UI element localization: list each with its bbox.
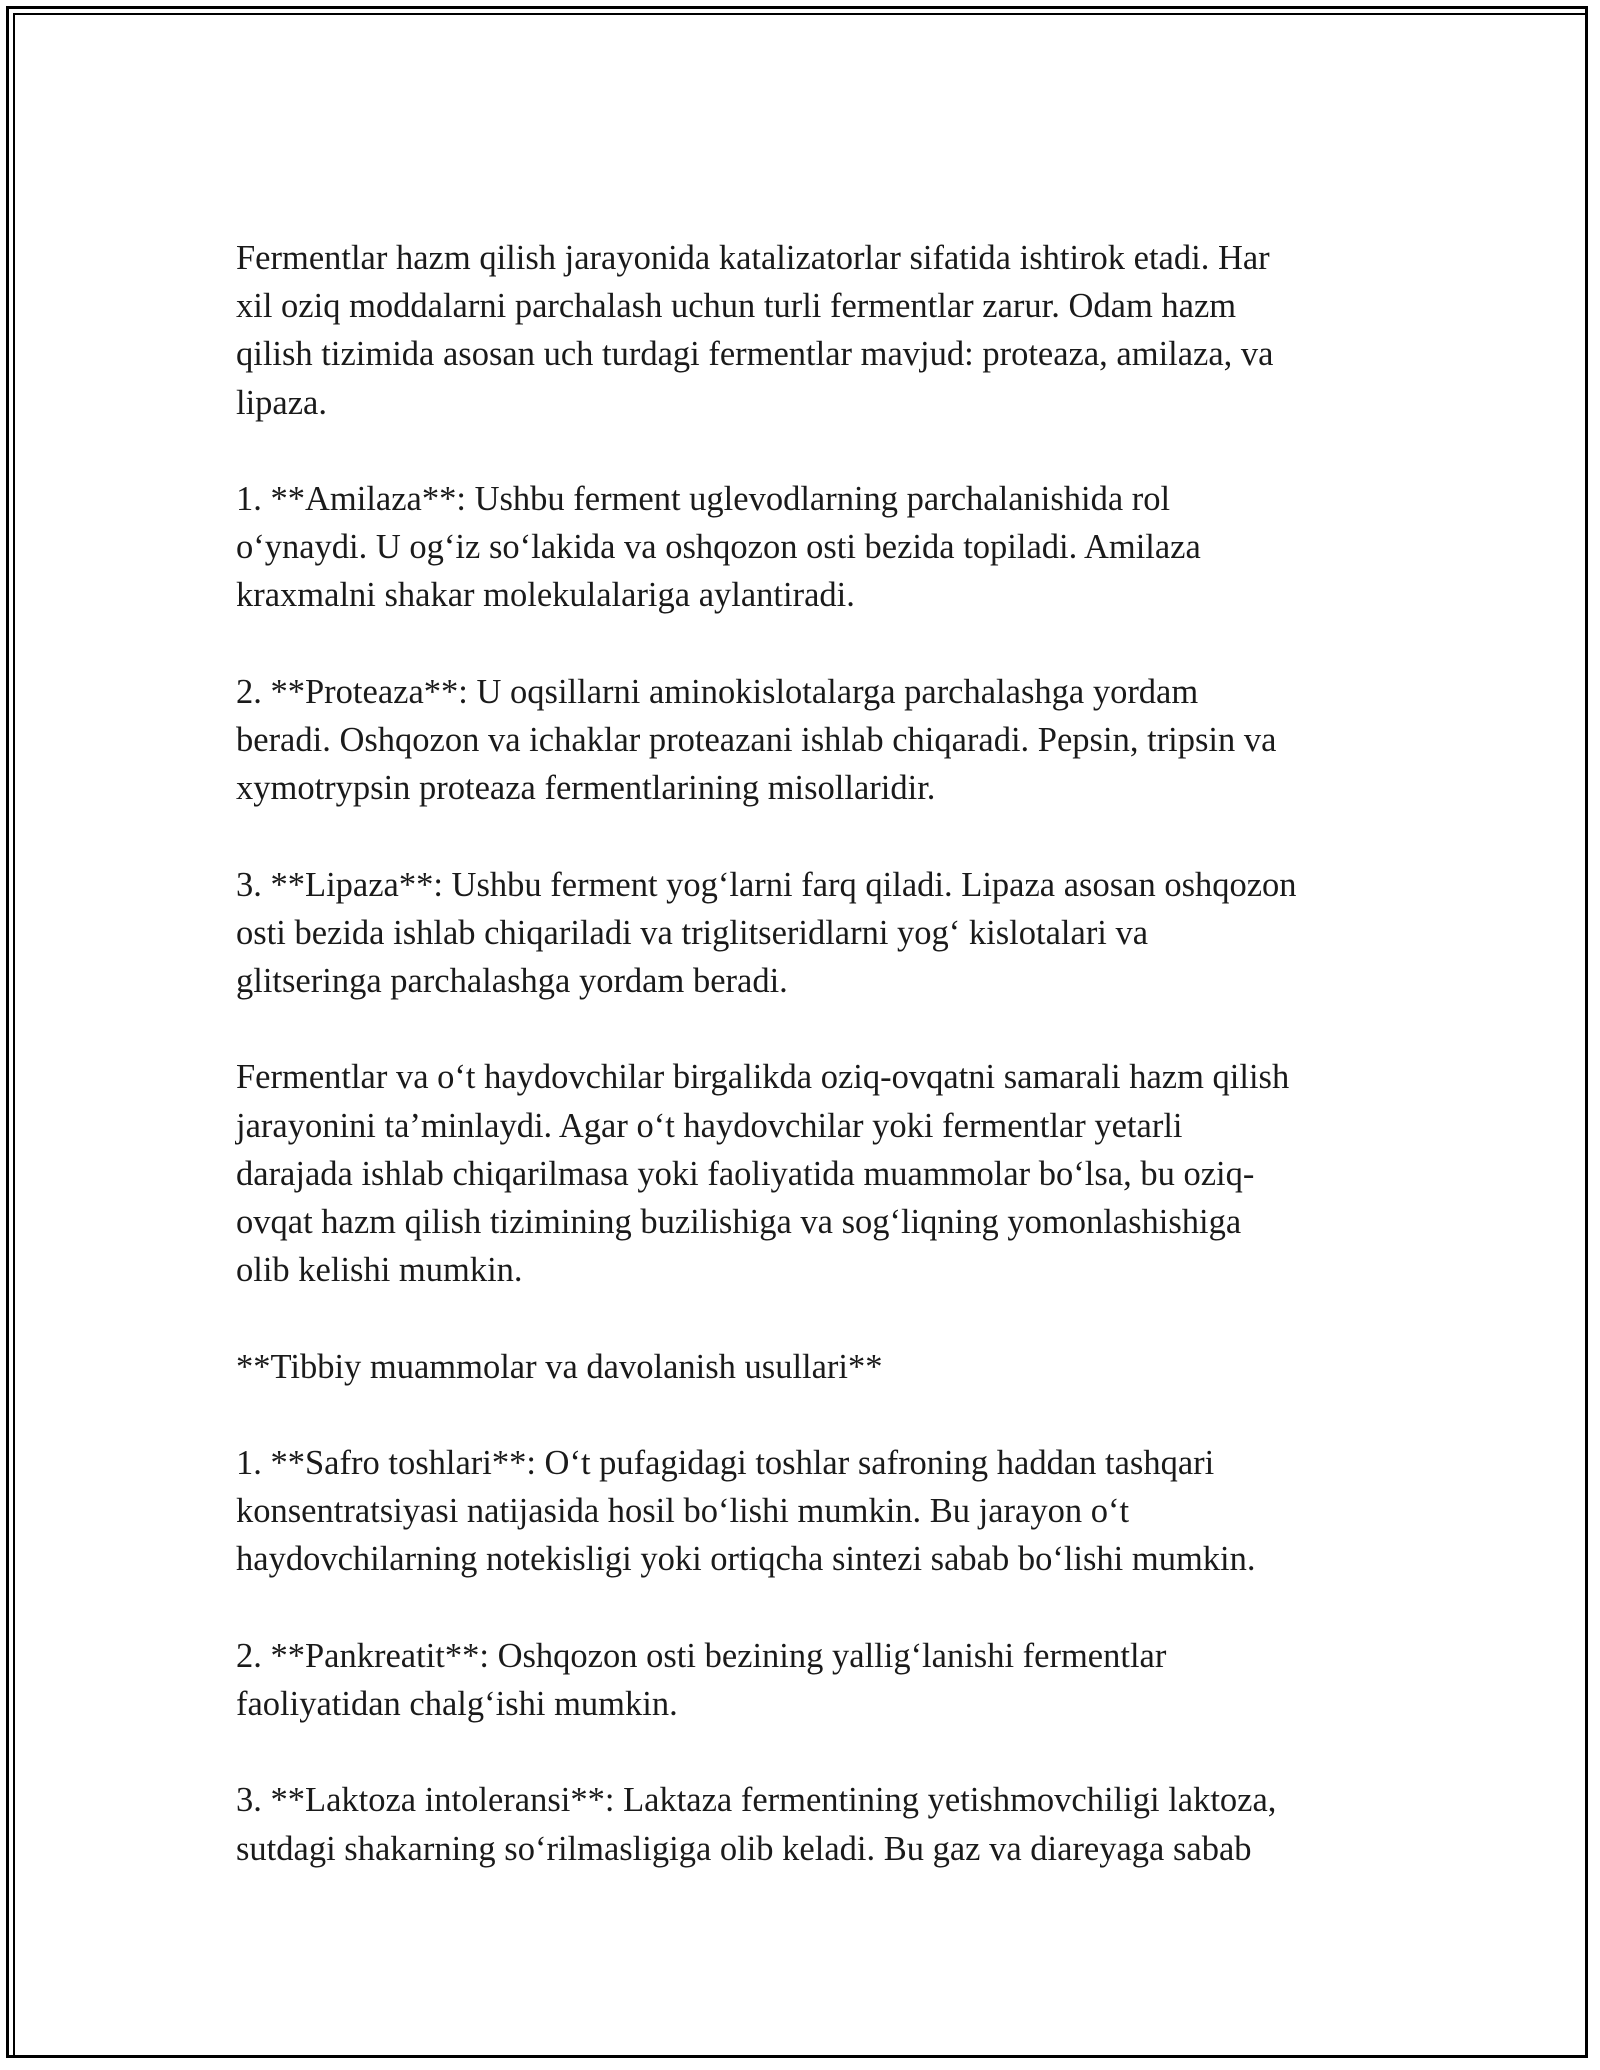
text-line: osti bezida ishlab chiqariladi va triglitseridlarni yog‘ kislotalari va bbox=[236, 913, 1149, 952]
text-line: 1. **Safro toshlari**: O‘t pufagidagi toshlar safroning haddan tashqari bbox=[236, 1443, 1215, 1482]
text-line: jarayonini ta’minlaydi. Agar o‘t haydovchilar yoki fermentlar yetarli bbox=[236, 1106, 1183, 1145]
text-line: glitseringa parchalashga yordam beradi. bbox=[236, 962, 788, 1000]
text-line: qilish tizimida asosan uch turdagi fermentlar mavjud: proteaza, amilaza, va bbox=[236, 335, 1274, 374]
text-line: kraxmalni shakar molekulalariga aylantiradi. bbox=[236, 576, 855, 615]
paragraph-lipaza bbox=[236, 861, 1366, 1006]
text-line: olib kelishi mumkin. bbox=[236, 1251, 523, 1290]
paragraph-laktoza bbox=[236, 1776, 1366, 1872]
text-line: sutdagi shakarning so‘rilmasligiga olib keladi. Bu gaz va diareyaga sabab bbox=[236, 1829, 1252, 1868]
paragraph-intro bbox=[236, 234, 1366, 427]
text-line: 2. **Proteaza**: U oqsillarni aminokislotalarga parchalashga yordam bbox=[236, 672, 1199, 711]
text-line: konsentratsiyasi natijasida hosil bo‘lishi mumkin. Bu jarayon o‘t bbox=[236, 1492, 1130, 1531]
text-line: 1. **Amilaza**: Ushbu ferment uglevodlarning parchalanishida rol bbox=[236, 480, 1171, 518]
text-line: xymotrypsin proteaza fermentlarining misollaridir. bbox=[236, 769, 936, 808]
text-line: 3. **Lipaza**: Ushbu ferment yog‘larni farq qiladi. Lipaza asosan oshqozon bbox=[236, 865, 1297, 904]
section-heading bbox=[236, 1343, 1366, 1391]
paragraph-summary bbox=[236, 1053, 1366, 1294]
text-line: haydovchilarning notekisligi yoki ortiqcha sintezi sabab bo‘lishi mumkin. bbox=[236, 1540, 1256, 1579]
text-line: ovqat hazm qilish tizimining buzilishiga va sog‘liqning yomonlashishiga bbox=[236, 1203, 1242, 1241]
text-line: lipaza. bbox=[236, 383, 327, 422]
text-line: 3. **Laktoza intoleransi**: Laktaza fermentining yetishmovchiligi laktoza, bbox=[236, 1781, 1277, 1820]
document-body bbox=[236, 234, 1366, 1921]
text-line: darajada ishlab chiqarilmasa yoki faoliyatida muammolar bo‘lsa, bu oziq- bbox=[236, 1154, 1255, 1193]
paragraph-amilaza bbox=[236, 475, 1366, 620]
paragraph-proteaza bbox=[236, 668, 1366, 813]
text-line: Fermentlar hazm qilish jarayonida katalizatorlar sifatida ishtirok etadi. Har bbox=[236, 239, 1270, 277]
text-line: 2. **Pankreatit**: Oshqozon osti bezining yallig‘lanishi fermentlar bbox=[236, 1636, 1167, 1675]
text-line: xil oziq moddalarni parchalash uchun turli fermentlar zarur. Odam hazm bbox=[236, 287, 1237, 326]
text-line: Fermentlar va o‘t haydovchilar birgalikda oziq-ovqatni samarali hazm qilish bbox=[236, 1058, 1290, 1097]
paragraph-safro bbox=[236, 1439, 1366, 1584]
text-line: beradi. Oshqozon va ichaklar proteazani ishlab chiqaradi. Pepsin, tripsin va bbox=[236, 721, 1277, 759]
text-line: **Tibbiy muammolar va davolanish usullari** bbox=[236, 1347, 883, 1386]
paragraph-pankreatit bbox=[236, 1632, 1366, 1728]
text-line: o‘ynaydi. U og‘iz so‘lakida va oshqozon osti bezida topiladi. Amilaza bbox=[236, 528, 1201, 567]
text-line: faoliyatidan chalg‘ishi mumkin. bbox=[236, 1684, 678, 1723]
